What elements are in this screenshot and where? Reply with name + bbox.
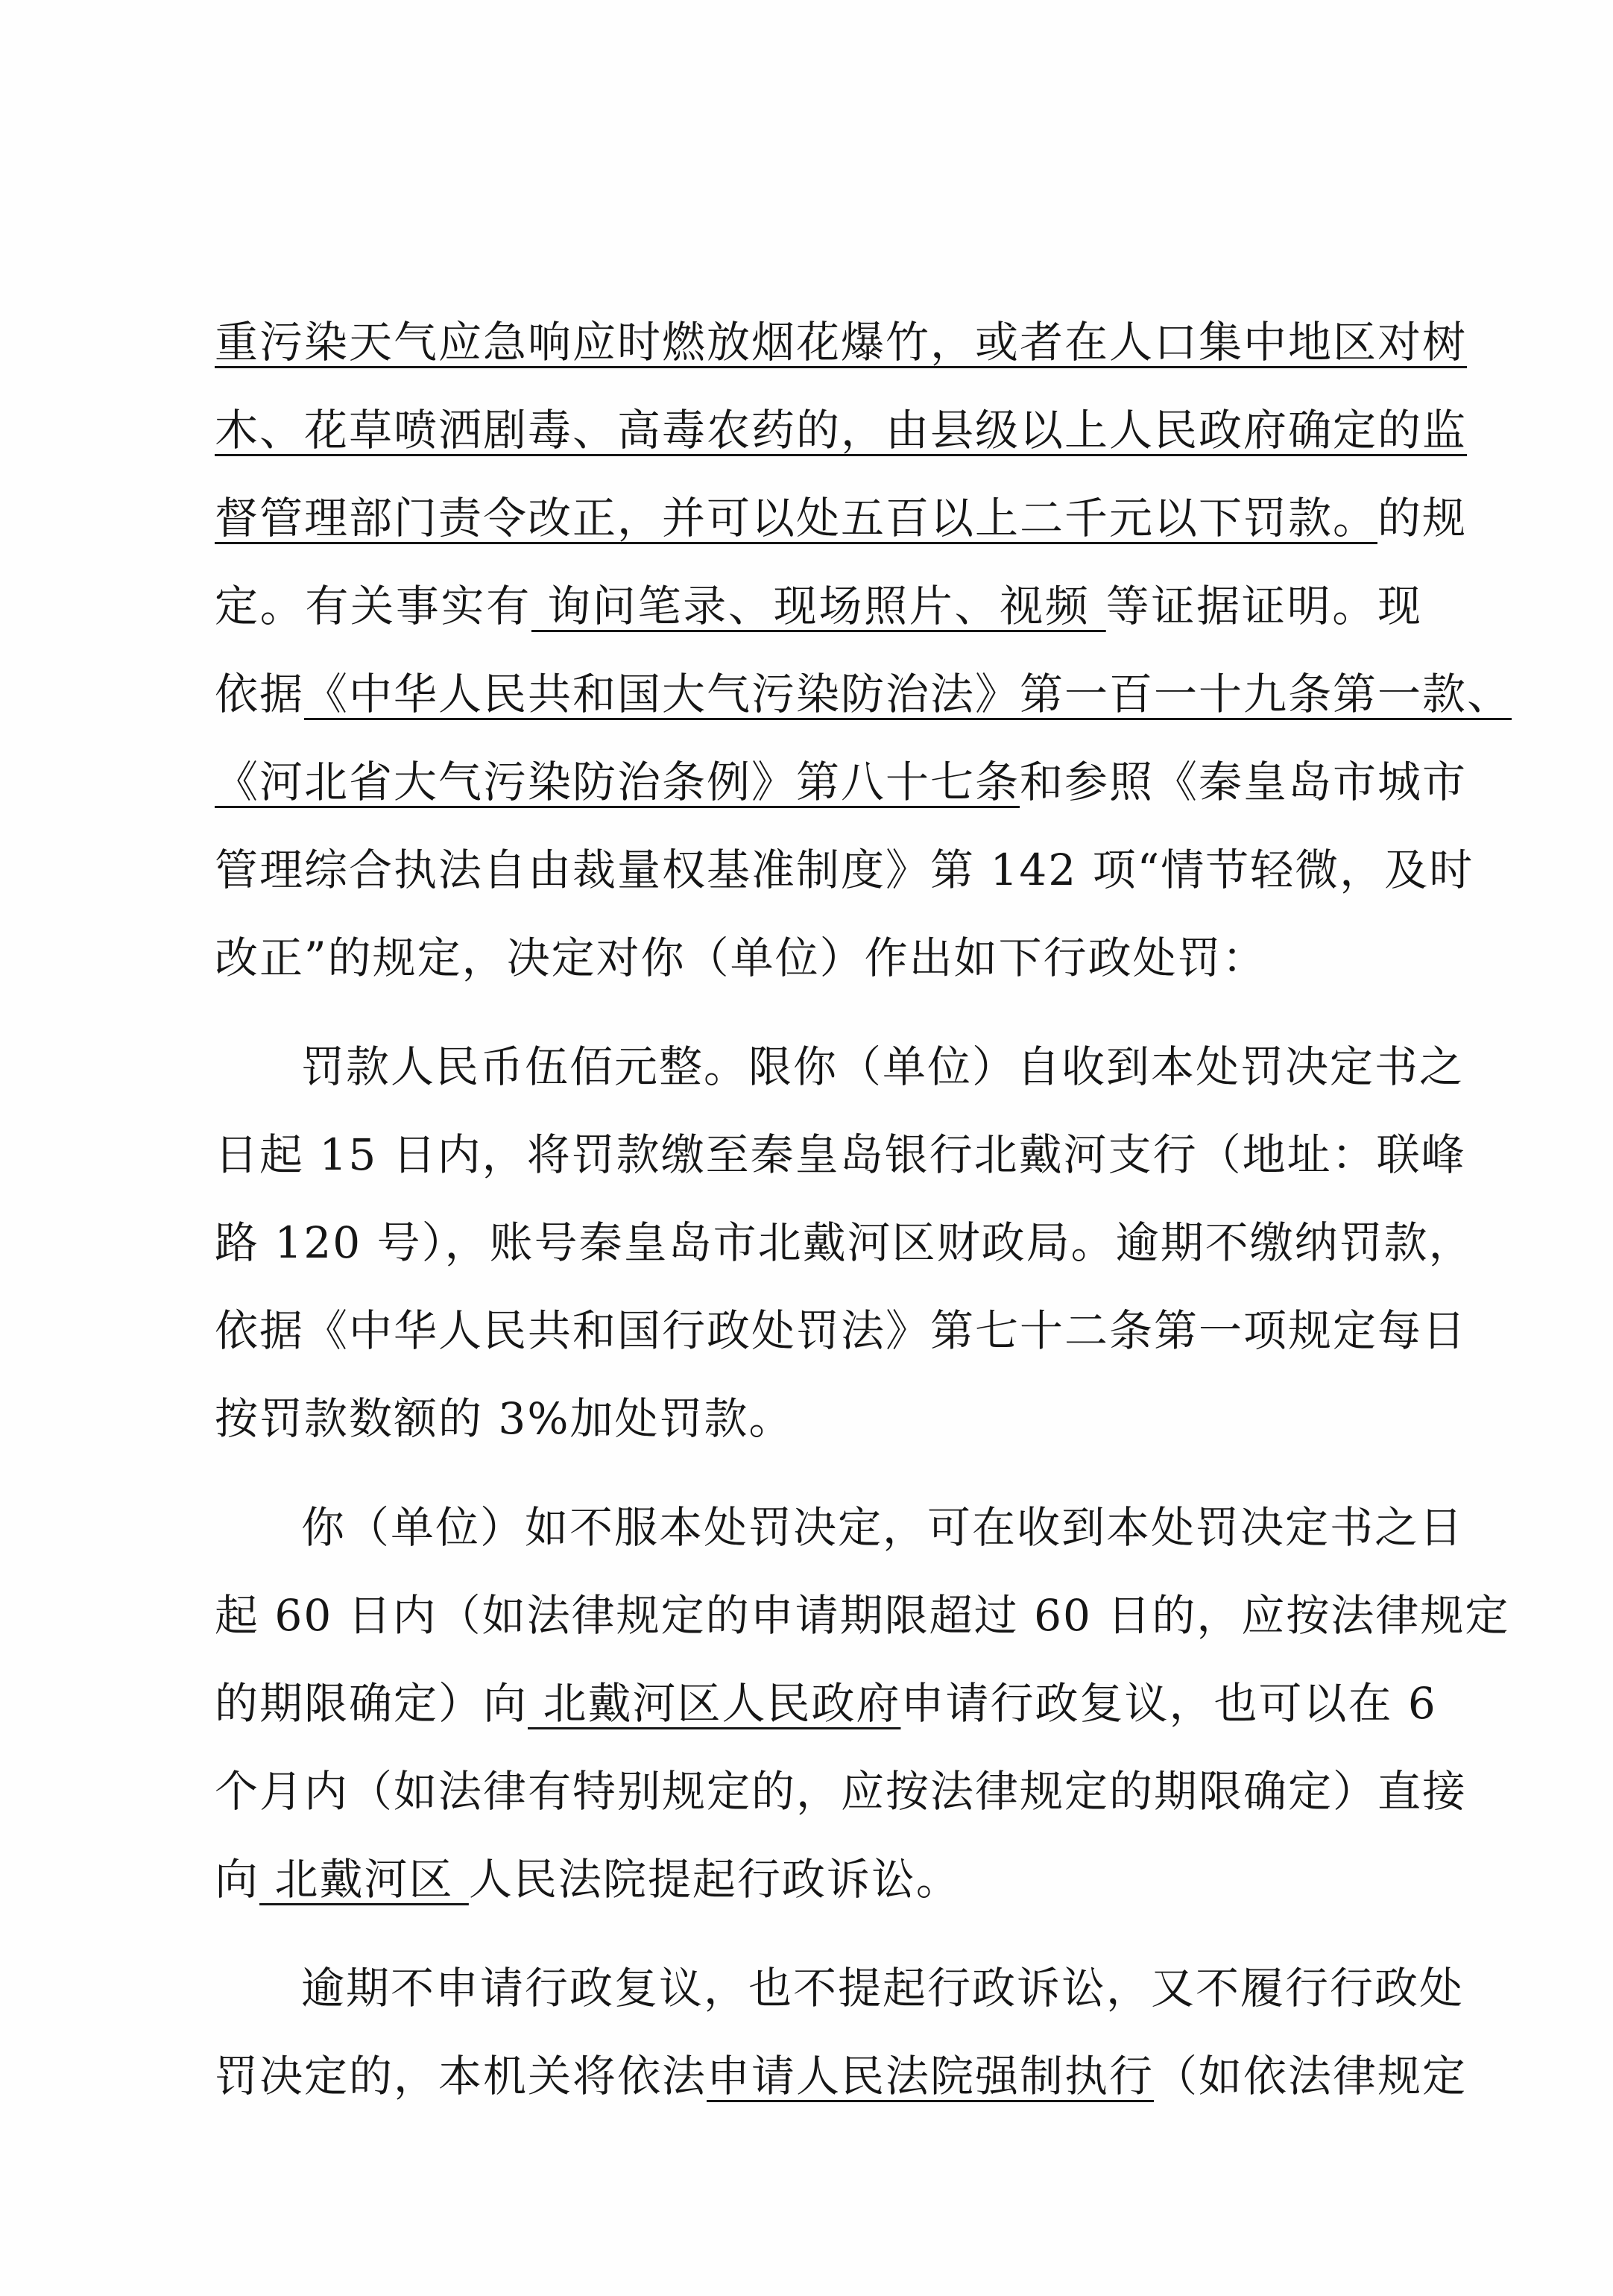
text-span: 罚决定的，本机关将依法 bbox=[215, 2051, 707, 2101]
text-line bbox=[215, 1659, 1437, 1747]
text-line bbox=[215, 2032, 1468, 2120]
text-span: 逾期不申请行政复议，也不提起行政诉讼，又不履行行政处 bbox=[301, 1963, 1465, 2013]
text-span: 罚款人民币伍佰元整。限你（单位）自收到本处罚决定书之 bbox=[301, 1041, 1465, 1092]
text-line bbox=[215, 650, 1512, 738]
text-span: 和参照《秦皇岛市城市 bbox=[1020, 757, 1468, 807]
text-line: 按罚款数额的 3%加处罚款。 bbox=[215, 1393, 794, 1444]
legal-basis-fill-in: 《河北省大气污染防治条例》第八十七条 bbox=[215, 757, 1020, 807]
text-line bbox=[215, 1835, 1422, 1923]
text-span: （如依法律规定 bbox=[1154, 2051, 1468, 2101]
text-line: 重污染天气应急响应时燃放烟花爆竹，或者在人口集中地区对树 bbox=[215, 317, 1468, 368]
text-line: 个月内（如法律有特别规定的，应按法律规定的期限确定）直接 bbox=[215, 1766, 1468, 1817]
text-line: 木、花草喷洒剧毒、高毒农药的，由县级以上人民政府确定的监 bbox=[215, 405, 1468, 455]
text-line bbox=[215, 1483, 1465, 1571]
text-line: 起 60 日内（如法律规定的申请期限超过 60 日的，应按法律规定 bbox=[215, 1590, 1510, 1641]
text-line: 依据《中华人民共和国行政处罚法》第七十二条第一项规定每日 bbox=[215, 1305, 1468, 1356]
text-line bbox=[215, 562, 1422, 650]
underlined-text: 督管理部门责令改正，并可以处五百以上二千元以下罚款。 bbox=[215, 493, 1378, 543]
document-body bbox=[215, 298, 1512, 2120]
enforcement-fill-in: 申请人民法院强制执行 bbox=[707, 2051, 1155, 2101]
text-line: 管理综合执法自由裁量权基准制度》第 142 项“情节轻微，及时 bbox=[215, 845, 1474, 895]
text-line bbox=[215, 474, 1468, 562]
legal-basis-fill-in: 《中华人民共和国大气污染防治法》第一百一十九条第一款、 bbox=[304, 669, 1512, 719]
text-line bbox=[215, 1944, 1465, 2032]
text-line bbox=[215, 738, 1468, 826]
text-line bbox=[215, 1023, 1465, 1111]
text-span: 申请行政复议，也可以在 6 bbox=[900, 1678, 1437, 1729]
review-authority-fill-in: 北戴河区人民政府 bbox=[528, 1678, 901, 1729]
court-fill-in: 北戴河区 bbox=[259, 1854, 469, 1905]
text-span: 的规 bbox=[1377, 493, 1468, 543]
evidence-fill-in: 询问笔录、现场照片、视频 bbox=[531, 581, 1106, 631]
text-span: 等证据证明。现 bbox=[1105, 581, 1422, 631]
text-span: 定。有关事实有 bbox=[215, 581, 531, 631]
text-span: 人民法院提起行政诉讼。 bbox=[468, 1854, 961, 1905]
text-line: 日起 15 日内，将罚款缴至秦皇岛银行北戴河支行（地址：联峰 bbox=[215, 1129, 1466, 1180]
text-span: 依据 bbox=[215, 669, 305, 719]
text-span: 向 bbox=[215, 1854, 260, 1905]
text-span: 的期限确定）向 bbox=[215, 1678, 528, 1729]
text-span: 你（单位）如不服本处罚决定，可在收到本处罚决定书之日 bbox=[301, 1502, 1465, 1553]
text-line: 路 120 号），账号秦皇岛市北戴河区财政局。逾期不缴纳罚款， bbox=[215, 1217, 1474, 1268]
text-line: 改正”的规定，决定对你（单位）作出如下行政处罚： bbox=[215, 933, 1267, 983]
